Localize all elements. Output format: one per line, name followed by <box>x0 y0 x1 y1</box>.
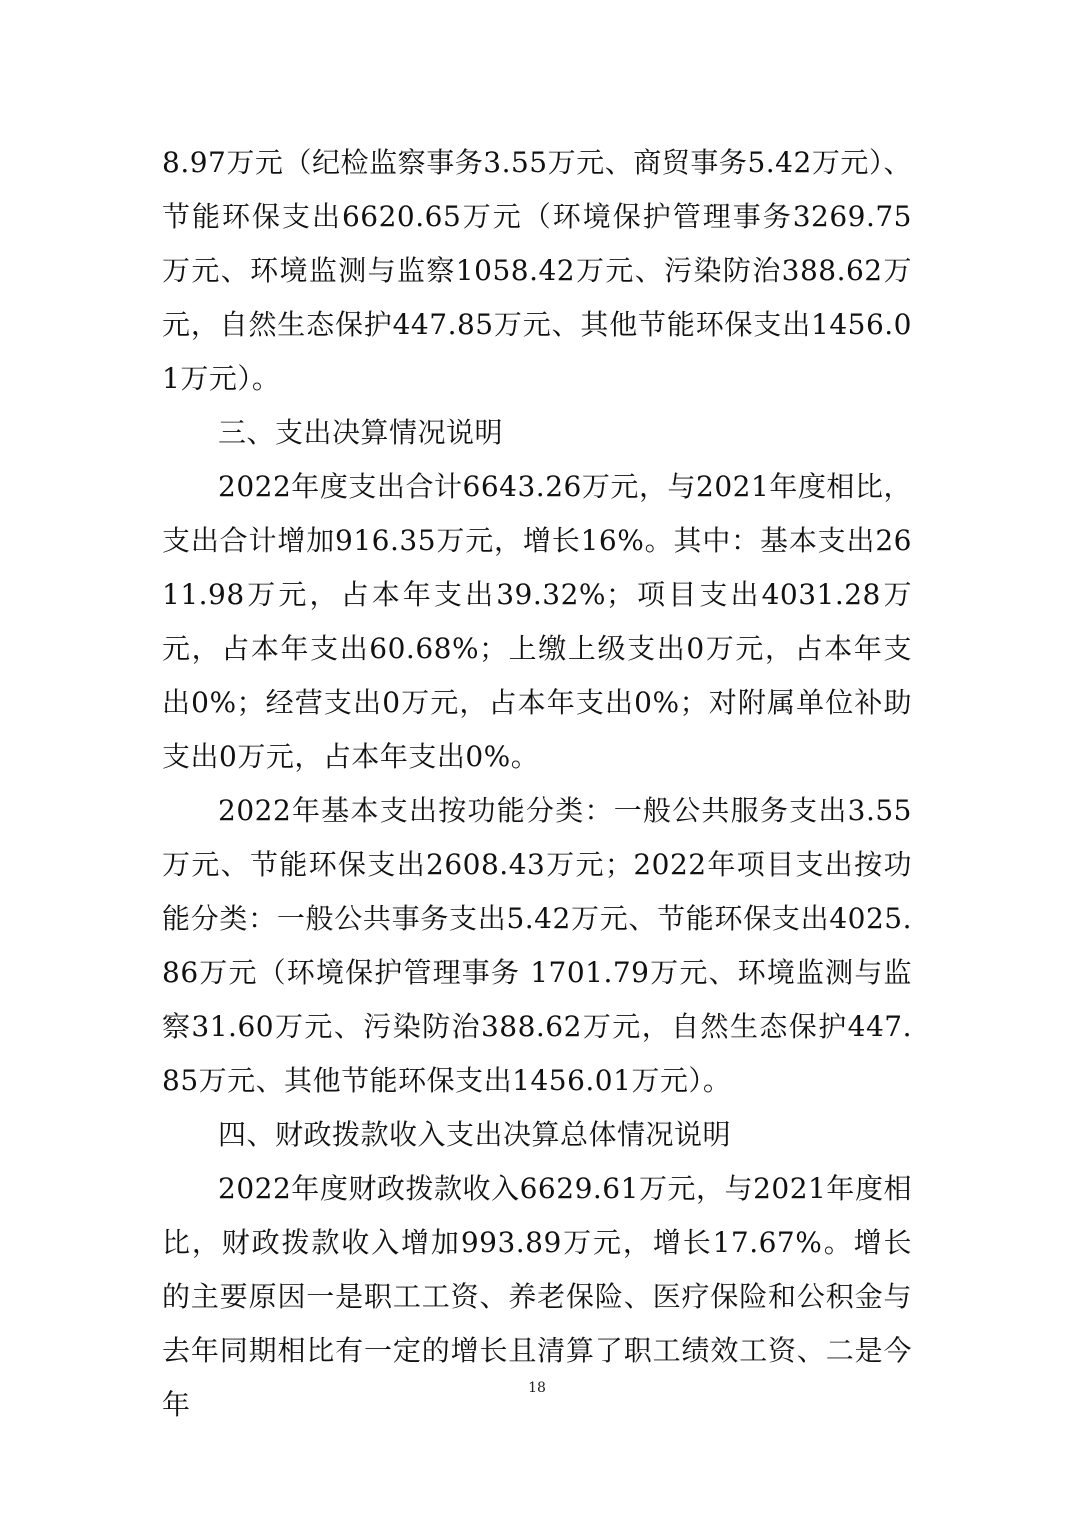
page-number: 18 <box>528 1380 546 1396</box>
section-heading-fiscal-appropriation: 四、财政拨款收入支出决算总体情况说明 <box>218 1118 732 1151</box>
page-body <box>162 136 912 1432</box>
paragraph-expenditure-by-function: 2022年基本支出按功能分类：一般公共服务支出3.55万元、节能环保支出2608.43万元；2022年项目支出按功能分类：一般公共事务支出5.42万元、节能环保支出4025.86万元（环境保护管理事务 1701.79万元、环境监测与监察31.60万元、污染防治388.62万元，自然生态保护447.85万元、其他节能环保支出1456.01万元）。 <box>162 794 912 1097</box>
section-heading-expenditure: 三、支出决算情况说明 <box>218 416 504 449</box>
paragraph-continued-expenditure-detail: 8.97万元（纪检监察事务3.55万元、商贸事务5.42万元）、节能环保支出6620.65万元（环境保护管理事务3269.75万元、环境监测与监察1058.42万元、污染防治388.62万元，自然生态保护447.85万元、其他节能环保支出1456.01万元）。 <box>162 146 912 395</box>
paragraph-fiscal-appropriation-income: 2022年度财政拨款收入6629.61万元，与2021年度相比，财政拨款收入增加993.89万元，增长17.67%。增长的主要原因一是职工工资、养老保险、医疗保险和公积金与去年同期相比有一定的增长且清算了职工绩效工资、二是今年 <box>162 1172 912 1421</box>
paragraph-expenditure-summary: 2022年度支出合计6643.26万元，与2021年度相比，支出合计增加916.35万元，增长16%。其中：基本支出2611.98万元，占本年支出39.32%；项目支出4031.28万元，占本年支出60.68%；上缴上级支出0万元，占本年支出0%；经营支出0万元，占本年支出0%；对附属单位补助支出0万元，占本年支出0%。 <box>162 470 912 773</box>
